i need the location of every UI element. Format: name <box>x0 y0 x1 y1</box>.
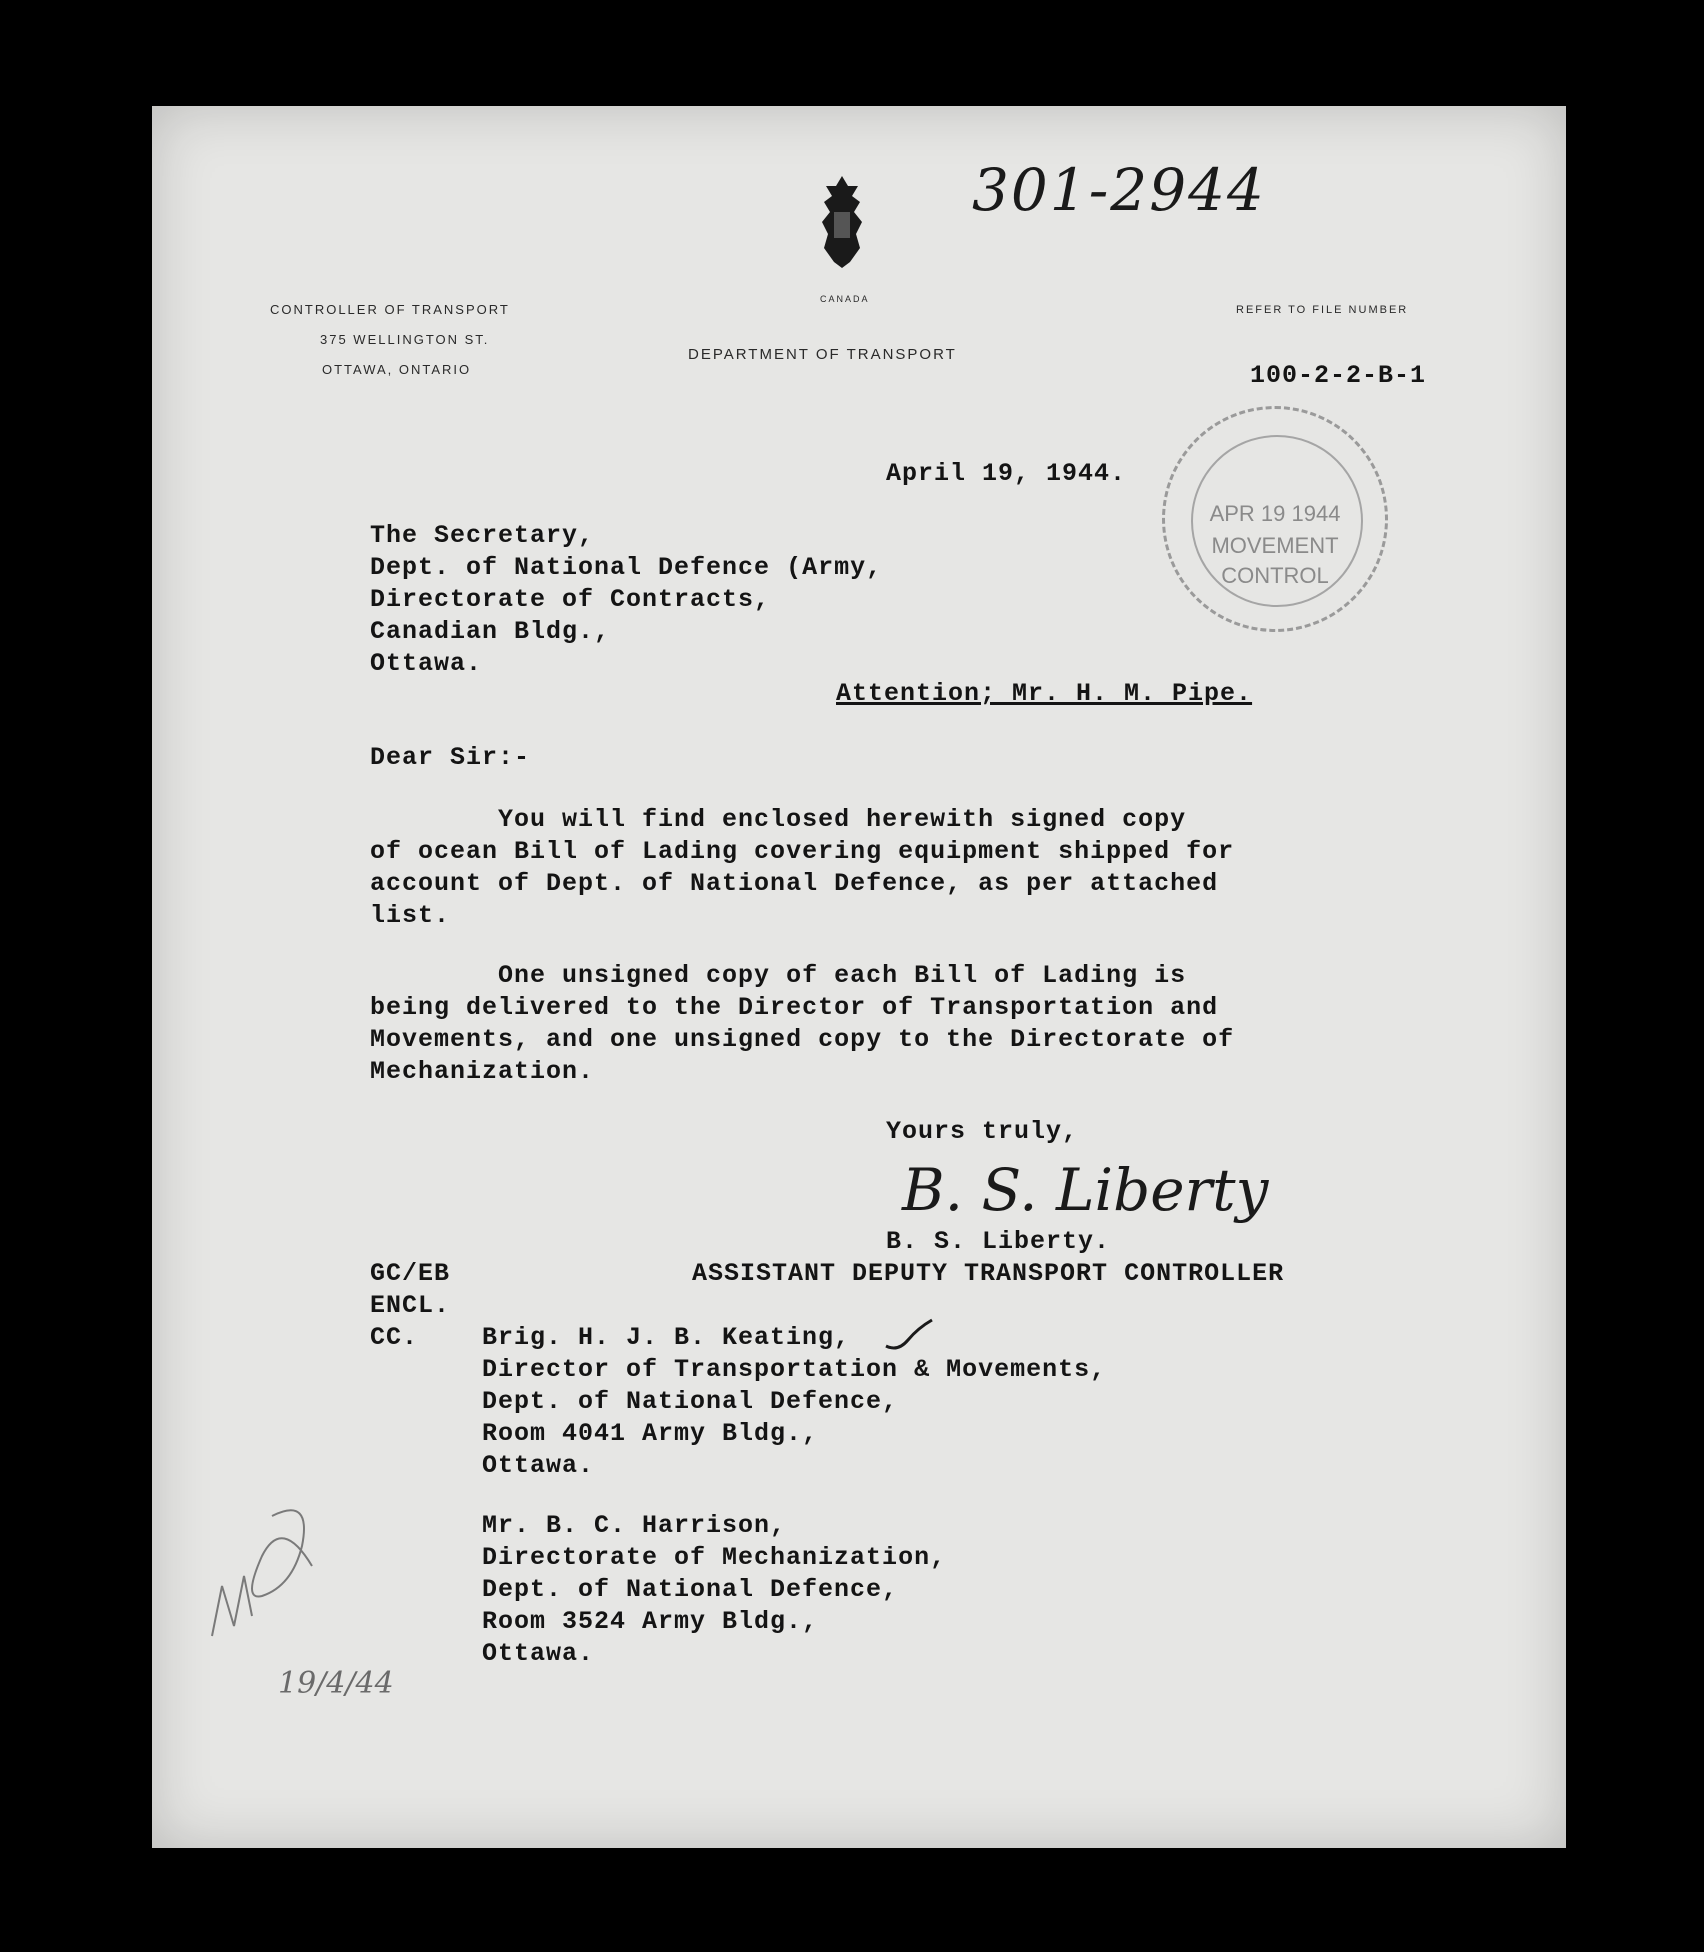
closing: Yours truly, <box>886 1117 1079 1146</box>
stamp-date: APR 19 1944 <box>1209 501 1341 526</box>
letter-page <box>152 106 1566 1848</box>
letter-date: April 19, 1944. <box>886 459 1127 488</box>
cc2-line4: Room 3524 Army Bldg., <box>482 1607 819 1636</box>
attention-line: Attention; Mr. H. M. Pipe. <box>836 679 1253 708</box>
letterhead-left-line2: 375 WELLINGTON ST. <box>320 332 490 347</box>
letterhead-left-line1: CONTROLLER OF TRANSPORT <box>270 302 510 317</box>
handwritten-file-number: 301-2944 <box>972 156 1266 224</box>
body-p2-line4: Mechanization. <box>370 1057 595 1086</box>
stamp-line2: MOVEMENT <box>1211 533 1339 558</box>
body-p2-line3: Movements, and one unsigned copy to the Directorate of <box>370 1025 1235 1054</box>
crest-caption: CANADA <box>820 294 870 304</box>
cc1-line2: Director of Transportation & Movements, <box>482 1355 1107 1384</box>
salutation: Dear Sir:- <box>370 743 531 772</box>
cc-label: CC. <box>370 1323 419 1352</box>
movement-control-stamp <box>1162 406 1388 632</box>
letterhead-left-line3: OTTAWA, ONTARIO <box>322 362 472 377</box>
recipient-line5: Ottawa. <box>370 649 483 678</box>
margin-date: 19/4/44 <box>278 1666 394 1701</box>
file-number: 100-2-2-B-1 <box>1250 361 1427 390</box>
enclosure-note: ENCL. <box>370 1291 451 1320</box>
body-p2-line1: One unsigned copy of each Bill of Lading is <box>370 961 1187 990</box>
cc2-line2: Directorate of Mechanization, <box>482 1543 947 1572</box>
cc2-line1: Mr. B. C. Harrison, <box>482 1511 787 1540</box>
body-p1-line1: You will find enclosed herewith signed copy <box>370 805 1187 834</box>
cc2-line3: Dept. of National Defence, <box>482 1575 899 1604</box>
body-p2-line2: being delivered to the Director of Transportation and <box>370 993 1219 1022</box>
recipient-line2: Dept. of National Defence (Army, <box>370 553 883 582</box>
body-p1-line2: of ocean Bill of Lading covering equipment shipped for <box>370 837 1235 866</box>
handwritten-signature: B. S. Liberty <box>902 1156 1269 1224</box>
body-p1-line4: list. <box>370 901 451 930</box>
signer-title: ASSISTANT DEPUTY TRANSPORT CONTROLLER <box>692 1259 1285 1288</box>
cc1-line5: Ottawa. <box>482 1451 595 1480</box>
recipient-line1: The Secretary, <box>370 521 595 550</box>
cc1-line4: Room 4041 Army Bldg., <box>482 1419 819 1448</box>
checkmark-icon <box>884 1316 934 1356</box>
refer-file-label: REFER TO FILE NUMBER <box>1236 304 1409 316</box>
typist-initials: GC/EB <box>370 1259 451 1288</box>
recipient-line4: Canadian Bldg., <box>370 617 611 646</box>
body-p1-line3: account of Dept. of National Defence, as per attached <box>370 869 1219 898</box>
cc2-line5: Ottawa. <box>482 1639 595 1668</box>
margin-initials-scribble <box>192 1476 342 1656</box>
department-name: DEPARTMENT OF TRANSPORT <box>688 346 957 363</box>
recipient-line3: Directorate of Contracts, <box>370 585 771 614</box>
signer-name: B. S. Liberty. <box>886 1227 1111 1256</box>
cc1-line3: Dept. of National Defence, <box>482 1387 899 1416</box>
cc1-line1: Brig. H. J. B. Keating, <box>482 1323 851 1352</box>
canada-crest-icon <box>812 172 872 282</box>
stamp-line3: CONTROL <box>1221 563 1329 588</box>
